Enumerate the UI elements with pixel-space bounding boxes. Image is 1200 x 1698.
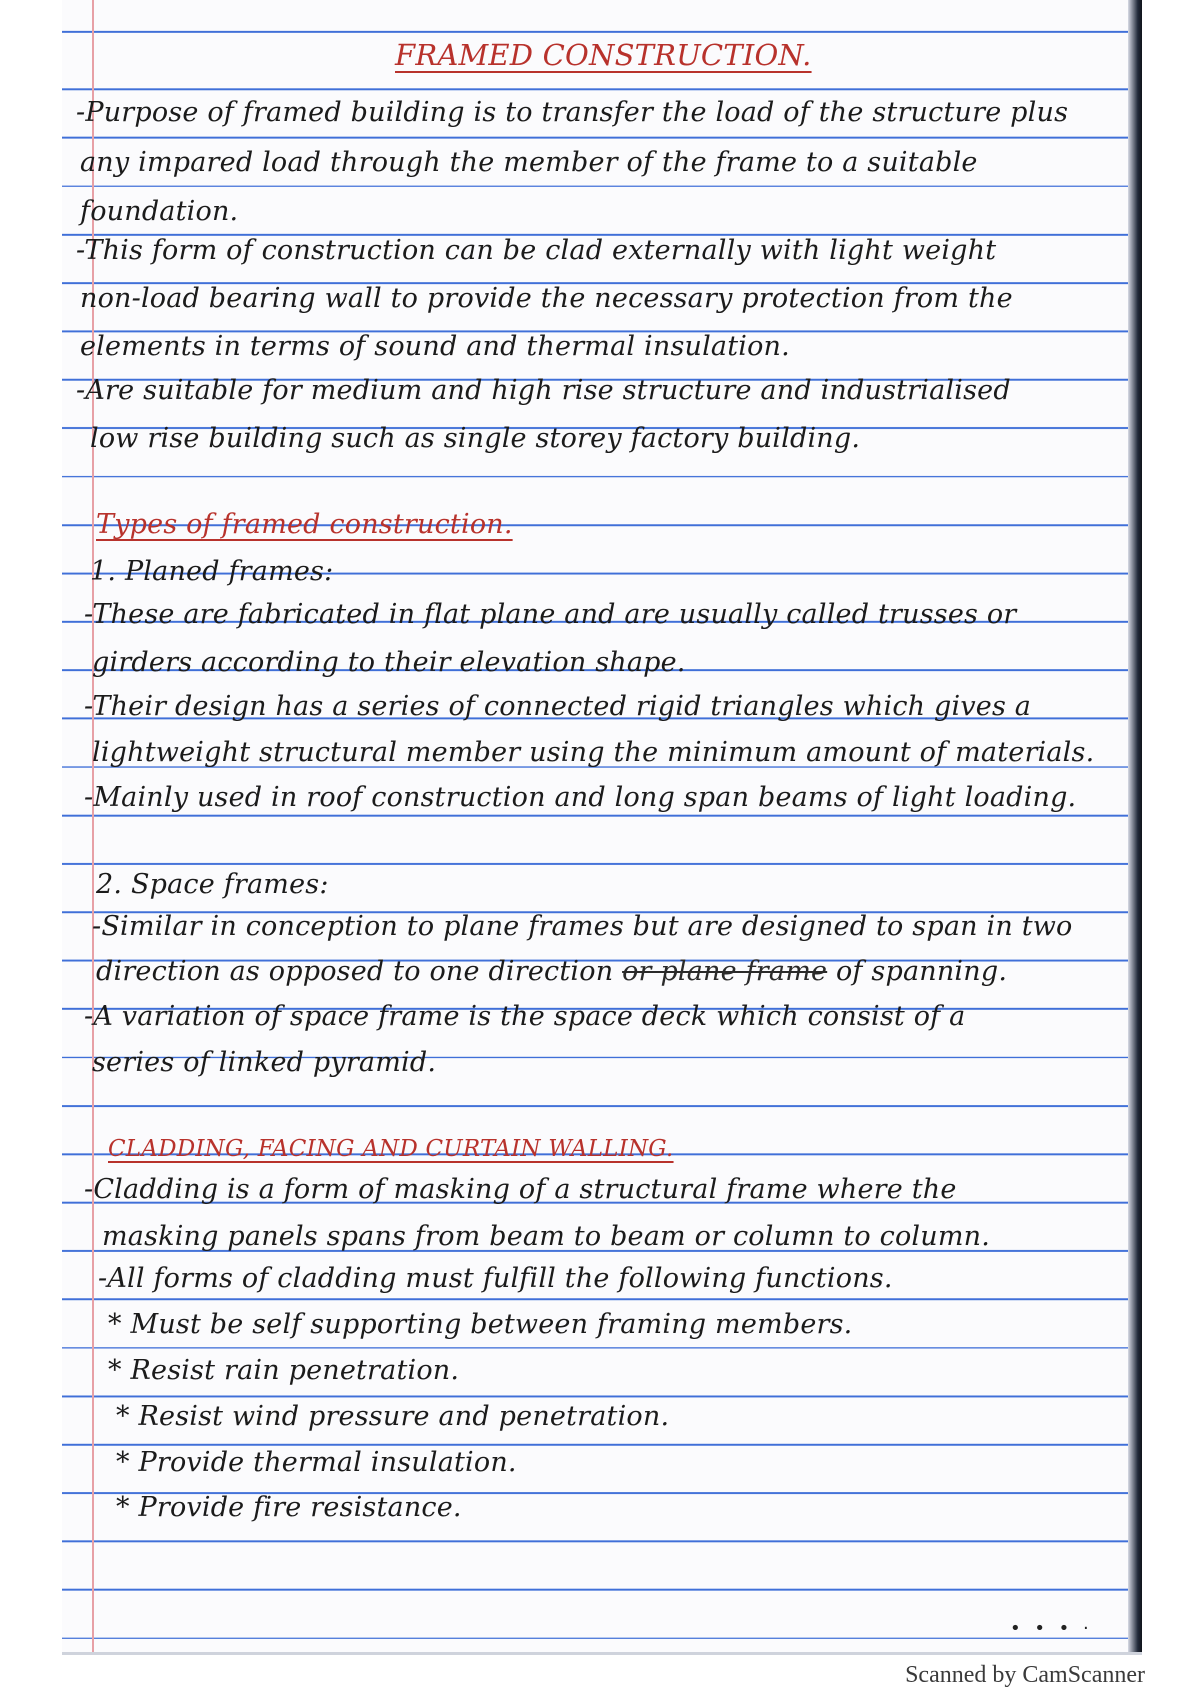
intro-line: non-load bearing wall to provide the necessary protection from the: [80, 283, 1013, 314]
plane-frames-line: lightweight structural member using the minimum amount of materials.: [92, 737, 1095, 768]
ink-dots-mark: • • • ·: [1010, 1618, 1093, 1639]
page-bottom-edge: [62, 1652, 1142, 1655]
plane-frames-heading: 1. Planed frames:: [90, 556, 334, 587]
cladding-bullet: * Resist wind pressure and penetration.: [116, 1401, 670, 1432]
space-frames-line: -A variation of space frame is the space deck which consist of a: [84, 1001, 966, 1032]
intro-line: -Are suitable for medium and high rise structure and industrialised: [76, 375, 1011, 406]
cladding-line: masking panels spans from beam to beam or column to column.: [102, 1221, 990, 1252]
plane-frames-line: -These are fabricated in flat plane and are usually called trusses or: [84, 599, 1017, 630]
struck-text: or plane frame: [622, 956, 828, 987]
scan-edge-shadow: [1128, 0, 1142, 1655]
cladding-line: -Cladding is a form of masking of a structural frame where the: [84, 1174, 957, 1205]
intro-line: low rise building such as single storey factory building.: [90, 423, 861, 454]
space-frames-heading: 2. Space frames:: [96, 869, 329, 900]
intro-line: any impared load through the member of the frame to a suitable: [80, 147, 978, 178]
space-frames-text: direction as opposed to one direction: [96, 956, 623, 987]
cladding-heading: CLADDING, FACING AND CURTAIN WALLING.: [108, 1136, 674, 1162]
plane-frames-line: girders according to their elevation shape.: [92, 647, 686, 678]
space-frames-line: [96, 957, 1007, 987]
scanner-watermark: Scanned by CamScanner: [905, 1662, 1145, 1688]
intro-line: foundation.: [80, 196, 239, 227]
cladding-bullet: * Provide thermal insulation.: [116, 1447, 517, 1478]
cladding-line: -All forms of cladding must fulfill the following functions.: [98, 1263, 893, 1294]
plane-frames-line: -Mainly used in roof construction and long span beams of light loading.: [84, 782, 1077, 813]
space-frames-line: series of linked pyramid.: [92, 1047, 437, 1078]
intro-line: -This form of construction can be clad externally with light weight: [76, 235, 997, 266]
notebook-page: [62, 0, 1142, 1655]
cladding-bullet: * Resist rain penetration.: [108, 1355, 460, 1386]
cladding-bullet: * Must be self supporting between framing members.: [108, 1309, 853, 1340]
cladding-bullet: * Provide fire resistance.: [116, 1492, 462, 1523]
space-frames-text: of spanning.: [827, 956, 1008, 987]
page-title: FRAMED CONSTRUCTION.: [395, 38, 812, 72]
plane-frames-line: -Their design has a series of connected rigid triangles which gives a: [84, 691, 1032, 722]
types-heading: Types of framed construction.: [96, 509, 513, 540]
intro-line: -Purpose of framed building is to transfer the load of the structure plus: [76, 97, 1069, 128]
intro-line: elements in terms of sound and thermal insulation.: [80, 331, 790, 362]
space-frames-line: -Similar in conception to plane frames but are designed to span in two: [92, 911, 1073, 942]
